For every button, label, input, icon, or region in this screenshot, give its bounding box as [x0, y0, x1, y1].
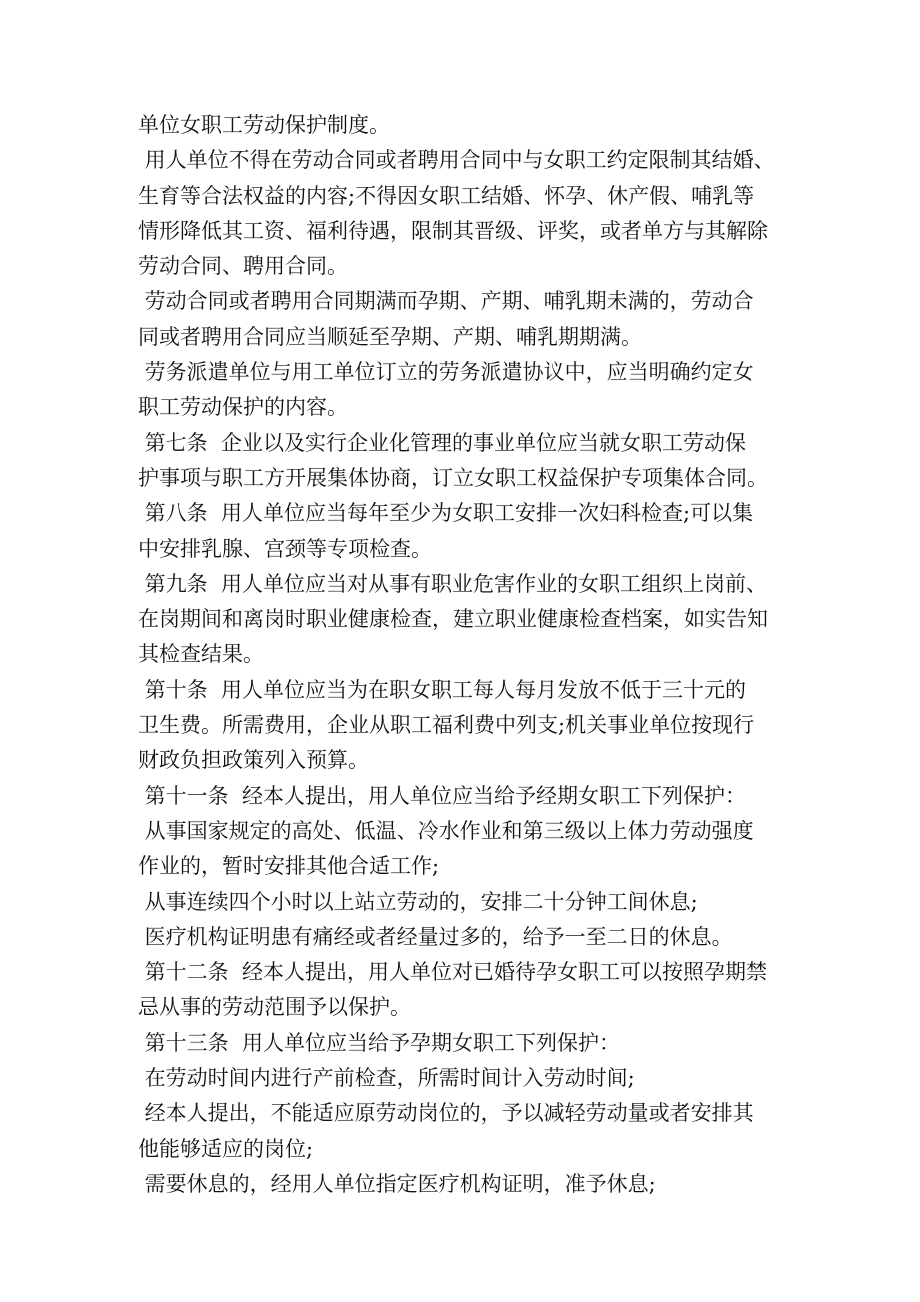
text-line: 医疗机构证明患有痛经或者经量过多的，给予一至二日的休息。: [138, 924, 733, 949]
text-line: 单位女职工劳动保护制度。: [138, 113, 390, 137]
text-line: 需要休息的，经用人单位指定医疗机构证明，准予休息;: [138, 1171, 656, 1196]
text-line: 第八条 用人单位应当每年至少为女职工安排一次妇科检查;可以集: [138, 501, 754, 526]
text-line: 财政负担政策列入预算。: [138, 748, 369, 773]
text-line: 作业的，暂时安排其他合适工作;: [138, 854, 440, 879]
text-line: 第十一条 经本人提出，用人单位应当给予经期女职工下列保护：: [138, 783, 747, 808]
text-line: 在岗期间和离岗时职业健康检查，建立职业健康检查档案，如实告知: [138, 607, 768, 632]
text-line: 护事项与职工方开展集体协商，订立女职工权益保护专项集体合同。: [138, 465, 768, 490]
text-line: 从事国家规定的高处、低温、冷水作业和第三级以上体力劳动强度: [138, 818, 754, 843]
text-line: 生育等合法权益的内容;不得因女职工结婚、怀孕、休产假、哺乳等: [138, 183, 755, 208]
text-line: 情形降低其工资、福利待遇，限制其晋级、评奖，或者单方与其解除: [138, 218, 768, 243]
text-line: 劳务派遣单位与用工单位订立的劳务派遣协议中，应当明确约定女: [138, 360, 754, 385]
text-line: 卫生费。所需费用，企业从职工福利费中列支;机关事业单位按现行: [138, 713, 755, 738]
text-line: 职工劳动保护的内容。: [138, 395, 348, 420]
text-line: 劳动合同、聘用合同。: [138, 254, 348, 279]
text-line: 其检查结果。: [138, 642, 264, 667]
text-line: 第十条 用人单位应当为在职女职工每人每月发放不低于三十元的: [138, 677, 747, 702]
text-line: 他能够适应的岗位;: [138, 1136, 314, 1161]
text-line: 中安排乳腺、宫颈等专项检查。: [138, 536, 432, 561]
text-line: 忌从事的劳动范围予以保护。: [138, 995, 411, 1020]
text-line: 第十三条 用人单位应当给予孕期女职工下列保护：: [138, 1030, 621, 1055]
text-line: 经本人提出，不能适应原劳动岗位的，予以减轻劳动量或者安排其: [138, 1101, 754, 1126]
text-line: 从事连续四个小时以上站立劳动的，安排二十分钟工间休息;: [138, 889, 698, 914]
text-line: 同或者聘用合同应当顺延至孕期、产期、哺乳期期满。: [138, 324, 642, 349]
text-line: 用人单位不得在劳动合同或者聘用合同中与女职工约定限制其结婚、: [138, 148, 775, 173]
text-line: 第十二条 经本人提出，用人单位对已婚待孕女职工可以按照孕期禁: [138, 960, 768, 985]
text-line: 第七条 企业以及实行企业化管理的事业单位应当就女职工劳动保: [138, 430, 747, 455]
text-line: 在劳动时间内进行产前检查，所需时间计入劳动时间;: [138, 1066, 635, 1091]
document-body: [138, 108, 818, 1202]
text-line: 第九条 用人单位应当对从事有职业危害作业的女职工组织上岗前、: [138, 571, 768, 596]
text-line: 劳动合同或者聘用合同期满而孕期、产期、哺乳期未满的，劳动合: [138, 289, 754, 314]
